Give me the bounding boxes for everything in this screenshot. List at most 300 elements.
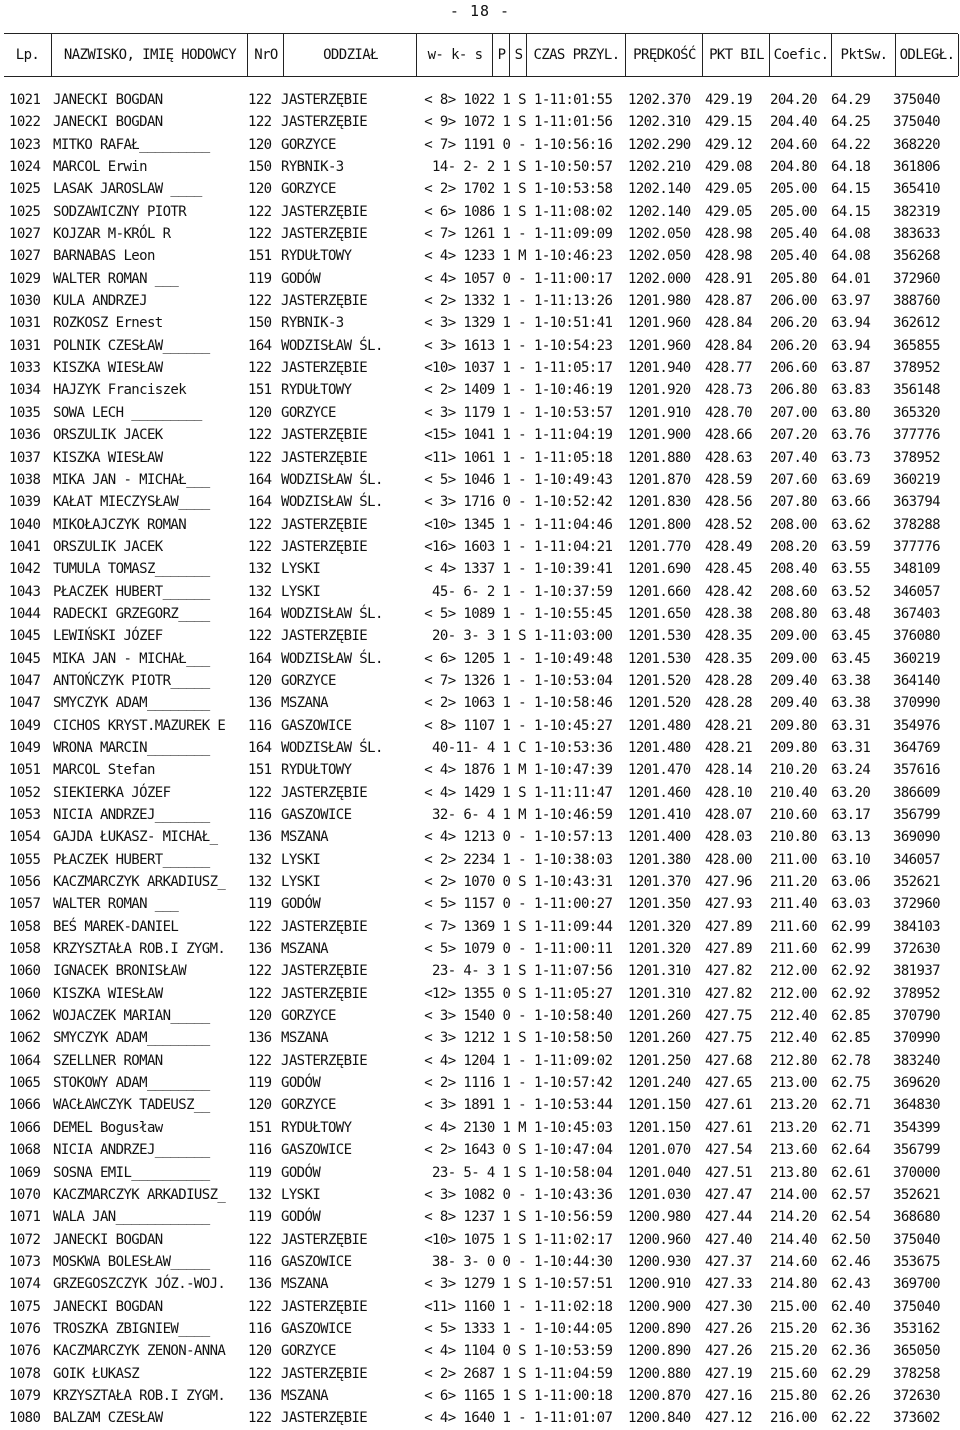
cell-pkt-bil: 428.21 — [705, 717, 752, 734]
cell-czas: 1-11:09:09 — [534, 226, 613, 243]
cell-odleg: 381937 — [893, 963, 940, 980]
cell-pktsw: 64.15 — [831, 203, 871, 220]
cell-nro: 116 — [248, 1253, 272, 1270]
cell-odleg: 378952 — [893, 360, 940, 377]
cell-oddzial: JASTERZĘBIE — [281, 784, 368, 801]
cell-lp: 1027 — [9, 248, 41, 265]
cell-oddzial: LYSKI — [281, 874, 321, 891]
cell-nro: 136 — [248, 829, 272, 846]
cell-lp: 1069 — [9, 1164, 41, 1181]
cell-oddzial: JASTERZĘBIE — [281, 1052, 368, 1069]
cell-name: MOSKWA BOLESŁAW_____ — [53, 1253, 210, 1270]
cell-odleg: 372960 — [893, 896, 940, 913]
cell-pktsw: 62.71 — [831, 1119, 871, 1136]
cell-pkt-bil: 429.12 — [705, 136, 752, 153]
cell-odleg: 352621 — [893, 874, 940, 891]
cell-odleg: 353675 — [893, 1253, 940, 1270]
cell-czas: 1-10:54:23 — [534, 337, 613, 354]
cell-name: BEŚ MAREK-DANIEL — [53, 918, 179, 935]
cell-czas: 1-11:04:21 — [534, 538, 613, 555]
cell-lp: 1043 — [9, 583, 41, 600]
cell-oddzial: JASTERZĘBIE — [281, 1365, 368, 1382]
cell-pkt-bil: 429.05 — [705, 203, 752, 220]
table-row — [0, 893, 960, 915]
cell-predkosc: 1202.310 — [628, 114, 691, 131]
table-row — [0, 1139, 960, 1161]
cell-pkt-bil: 427.75 — [705, 1030, 752, 1047]
cell-odleg: 369620 — [893, 1075, 940, 1092]
cell-pktsw: 62.71 — [831, 1097, 871, 1114]
cell-pktsw: 63.38 — [831, 695, 871, 712]
cell-name: ANTOŃCZYK PIOTR_____ — [53, 672, 210, 689]
cell-lp: 1045 — [9, 650, 41, 667]
cell-lp: 1036 — [9, 427, 41, 444]
cell-predkosc: 1201.770 — [628, 538, 691, 555]
table-row — [0, 916, 960, 938]
table-row — [0, 424, 960, 446]
table-row — [0, 558, 960, 580]
cell-nro: 122 — [248, 963, 272, 980]
cell-predkosc: 1202.140 — [628, 203, 691, 220]
cell-pktsw: 64.01 — [831, 270, 871, 287]
cell-pkt-bil: 428.49 — [705, 538, 752, 555]
cell-lp: 1025 — [9, 203, 41, 220]
cell-coefic: 209.40 — [770, 695, 817, 712]
table-row — [0, 960, 960, 982]
cell-oddzial: MSZANA — [281, 1276, 328, 1293]
cell-lp: 1022 — [9, 114, 41, 131]
cell-predkosc: 1202.290 — [628, 136, 691, 153]
cell-coefic: 214.80 — [770, 1276, 817, 1293]
cell-wks: 45- 6- 2 1 - — [432, 583, 526, 600]
table-row — [0, 514, 960, 536]
cell-lp: 1064 — [9, 1052, 41, 1069]
cell-odleg: 362612 — [893, 315, 940, 332]
cell-pkt-bil: 427.61 — [705, 1119, 752, 1136]
table-row — [0, 89, 960, 111]
cell-pkt-bil: 428.10 — [705, 784, 752, 801]
table-row — [0, 581, 960, 603]
cell-oddzial: GORZYCE — [281, 672, 336, 689]
cell-coefic: 204.40 — [770, 114, 817, 131]
cell-czas: 1-11:05:17 — [534, 360, 613, 377]
table-row — [0, 134, 960, 156]
cell-nro: 132 — [248, 874, 272, 891]
cell-name: SMYCZYK ADAM________ — [53, 695, 210, 712]
cell-pktsw: 63.83 — [831, 382, 871, 399]
cell-predkosc: 1201.940 — [628, 360, 691, 377]
cell-pkt-bil: 428.35 — [705, 650, 752, 667]
cell-predkosc: 1201.350 — [628, 896, 691, 913]
cell-name: KOJZAR M-KRÓL R — [53, 226, 171, 243]
table-row — [0, 1273, 960, 1295]
cell-odleg: 386609 — [893, 784, 940, 801]
cell-nro: 122 — [248, 427, 272, 444]
cell-czas: 1-10:38:03 — [534, 851, 613, 868]
cell-oddzial: JASTERZĘBIE — [281, 1410, 368, 1427]
cell-wks: < 8> 1107 1 - — [424, 717, 526, 734]
cell-oddzial: WODZISŁAW ŚL. — [281, 739, 383, 756]
cell-oddzial: GORZYCE — [281, 404, 336, 421]
table-row — [0, 290, 960, 312]
cell-wks: < 4> 1213 0 - — [424, 829, 526, 846]
cell-lp: 1076 — [9, 1320, 41, 1337]
cell-pkt-bil: 428.87 — [705, 293, 752, 310]
cell-odleg: 383633 — [893, 226, 940, 243]
cell-pkt-bil: 427.26 — [705, 1320, 752, 1337]
cell-czas: 1-10:56:59 — [534, 1209, 613, 1226]
cell-nro: 164 — [248, 650, 272, 667]
table-row — [0, 871, 960, 893]
cell-odleg: 364830 — [893, 1097, 940, 1114]
cell-czas: 1-10:39:41 — [534, 561, 613, 578]
table-row — [0, 111, 960, 133]
cell-lp: 1060 — [9, 985, 41, 1002]
cell-czas: 1-10:49:43 — [534, 471, 613, 488]
table-row — [0, 1072, 960, 1094]
cell-oddzial: GORZYCE — [281, 1008, 336, 1025]
cell-oddzial: MSZANA — [281, 1030, 328, 1047]
cell-pkt-bil: 428.07 — [705, 807, 752, 823]
cell-oddzial: JASTERZĘBIE — [281, 114, 368, 131]
cell-predkosc: 1201.260 — [628, 1030, 691, 1047]
cell-czas: 1-11:00:11 — [534, 941, 613, 958]
cell-coefic: 207.00 — [770, 404, 817, 421]
cell-czas: 1-11:02:18 — [534, 1298, 613, 1315]
cell-lp: 1037 — [9, 449, 41, 466]
cell-wks: < 3> 1716 0 - — [424, 494, 526, 511]
cell-name: SODZAWICZNY PIOTR — [53, 203, 187, 220]
cell-nro: 119 — [248, 270, 272, 287]
cell-predkosc: 1200.960 — [628, 1231, 691, 1248]
table-row — [0, 1363, 960, 1385]
cell-lp: 1058 — [9, 918, 41, 935]
cell-name: KISZKA WIESŁAW — [53, 360, 163, 377]
cell-oddzial: JASTERZĘBIE — [281, 1231, 368, 1248]
cell-wks: < 8> 1237 1 S — [424, 1209, 526, 1226]
table-row — [0, 1296, 960, 1318]
cell-lp: 1056 — [9, 874, 41, 891]
cell-lp: 1035 — [9, 404, 41, 421]
cell-lp: 1031 — [9, 315, 41, 332]
cell-predkosc: 1201.310 — [628, 963, 691, 980]
cell-nro: 122 — [248, 293, 272, 310]
cell-pkt-bil: 428.45 — [705, 561, 752, 578]
cell-predkosc: 1201.470 — [628, 762, 691, 779]
cell-coefic: 205.40 — [770, 248, 817, 265]
cell-name: TROSZKA ZBIGNIEW____ — [53, 1320, 210, 1337]
cell-oddzial: RYBNIK-3 — [281, 315, 344, 332]
cell-oddzial: GASZOWICE — [281, 717, 352, 734]
cell-name: SOSNA EMIL__________ — [53, 1164, 210, 1181]
cell-nro: 151 — [248, 1119, 272, 1136]
cell-odleg: 364140 — [893, 672, 940, 689]
cell-nro: 122 — [248, 449, 272, 466]
cell-czas: 1-10:46:23 — [534, 248, 613, 265]
table-row — [0, 1251, 960, 1273]
cell-lp: 1068 — [9, 1142, 41, 1159]
table-row — [0, 1050, 960, 1072]
cell-lp: 1066 — [9, 1119, 41, 1136]
cell-wks: < 5> 1157 0 - — [424, 896, 526, 913]
cell-nro: 164 — [248, 471, 272, 488]
cell-lp: 1060 — [9, 963, 41, 980]
cell-lp: 1072 — [9, 1231, 41, 1248]
cell-wks: < 6> 1086 1 S — [424, 203, 526, 220]
cell-wks: < 4> 1204 1 - — [424, 1052, 526, 1069]
cell-pkt-bil: 428.14 — [705, 762, 752, 779]
cell-oddzial: GORZYCE — [281, 1343, 336, 1360]
cell-odleg: 372630 — [893, 1387, 940, 1404]
cell-pktsw: 64.25 — [831, 114, 871, 131]
table-row — [0, 804, 960, 826]
cell-pkt-bil: 428.84 — [705, 315, 752, 332]
cell-name: GAJDA ŁUKASZ- MICHAŁ_ — [53, 829, 218, 846]
cell-nro: 150 — [248, 159, 272, 176]
cell-pkt-bil: 429.08 — [705, 159, 752, 176]
cell-wks: <10> 1037 1 - — [424, 360, 526, 377]
cell-name: MITKO RAFAŁ_________ — [53, 136, 210, 153]
cell-pkt-bil: 428.21 — [705, 739, 752, 756]
cell-czas: 1-11:01:55 — [534, 92, 613, 108]
cell-coefic: 206.20 — [770, 337, 817, 354]
cell-pktsw: 63.69 — [831, 471, 871, 488]
cell-oddzial: GASZOWICE — [281, 807, 352, 823]
cell-pktsw: 62.85 — [831, 1030, 871, 1047]
cell-pktsw: 63.13 — [831, 829, 871, 846]
cell-nro: 116 — [248, 717, 272, 734]
cell-nro: 122 — [248, 360, 272, 377]
header-name: NAZWISKO, IMIĘ HODOWCY — [51, 34, 248, 76]
header-coefic: Coefic. — [769, 34, 832, 76]
cell-name: SOWA LECH _________ — [53, 404, 202, 421]
cell-czas: 1-11:04:19 — [534, 427, 613, 444]
cell-oddzial: GORZYCE — [281, 136, 336, 153]
cell-wks: 23- 5- 4 1 S — [432, 1164, 526, 1181]
cell-pkt-bil: 427.44 — [705, 1209, 752, 1226]
cell-lp: 1023 — [9, 136, 41, 153]
cell-lp: 1033 — [9, 360, 41, 377]
cell-predkosc: 1202.050 — [628, 226, 691, 243]
cell-coefic: 204.80 — [770, 159, 817, 176]
cell-lp: 1041 — [9, 538, 41, 555]
cell-oddzial: JASTERZĘBIE — [281, 293, 368, 310]
cell-coefic: 211.00 — [770, 851, 817, 868]
cell-coefic: 212.80 — [770, 1052, 817, 1069]
cell-wks: < 2> 2234 1 - — [424, 851, 526, 868]
cell-czas: 1-10:43:31 — [534, 874, 613, 891]
cell-predkosc: 1201.520 — [628, 672, 691, 689]
cell-lp: 1044 — [9, 605, 41, 622]
cell-oddzial: GASZOWICE — [281, 1253, 352, 1270]
cell-lp: 1054 — [9, 829, 41, 846]
cell-name: JANECKI BOGDAN — [53, 92, 163, 108]
cell-lp: 1071 — [9, 1209, 41, 1226]
cell-wks: < 4> 1233 1 M — [424, 248, 526, 265]
cell-wks: < 3> 1179 1 - — [424, 404, 526, 421]
cell-oddzial: WODZISŁAW ŚL. — [281, 605, 383, 622]
cell-wks: 32- 6- 4 1 M — [432, 807, 526, 823]
cell-coefic: 215.60 — [770, 1365, 817, 1382]
table-row — [0, 1385, 960, 1407]
cell-predkosc: 1201.370 — [628, 874, 691, 891]
cell-pktsw: 63.17 — [831, 807, 871, 823]
cell-name: WOJACZEK MARIAN_____ — [53, 1008, 210, 1025]
cell-lp: 1021 — [9, 92, 41, 108]
cell-pkt-bil: 428.98 — [705, 248, 752, 265]
cell-predkosc: 1201.030 — [628, 1186, 691, 1203]
cell-coefic: 211.20 — [770, 874, 817, 891]
cell-czas: 1-11:13:26 — [534, 293, 613, 310]
cell-wks: < 2> 1070 0 S — [424, 874, 526, 891]
cell-coefic: 205.40 — [770, 226, 817, 243]
cell-wks: 40-11- 4 1 C — [432, 739, 526, 756]
cell-odleg: 356799 — [893, 1142, 940, 1159]
cell-wks: <10> 1345 1 - — [424, 516, 526, 533]
cell-czas: 1-10:53:36 — [534, 739, 613, 756]
cell-odleg: 352621 — [893, 1186, 940, 1203]
cell-name: DEMEL Bogusław — [53, 1119, 163, 1136]
cell-pkt-bil: 429.05 — [705, 181, 752, 198]
cell-pktsw: 62.57 — [831, 1186, 871, 1203]
table-row — [0, 312, 960, 334]
cell-wks: < 2> 1643 0 S — [424, 1142, 526, 1159]
cell-odleg: 375040 — [893, 1231, 940, 1248]
cell-name: GOIK ŁUKASZ — [53, 1365, 140, 1382]
table-row — [0, 1407, 960, 1429]
cell-odleg: 354399 — [893, 1119, 940, 1136]
cell-predkosc: 1200.870 — [628, 1387, 691, 1404]
cell-nro: 116 — [248, 807, 272, 823]
cell-oddzial: RYDUŁTOWY — [281, 762, 352, 779]
cell-odleg: 369700 — [893, 1276, 940, 1293]
table-row — [0, 737, 960, 759]
cell-name: KRZYSZTAŁA ROB.I ZYGM. — [53, 1387, 226, 1404]
cell-lp: 1034 — [9, 382, 41, 399]
cell-coefic: 213.80 — [770, 1164, 817, 1181]
cell-pktsw: 64.22 — [831, 136, 871, 153]
cell-odleg: 346057 — [893, 851, 940, 868]
cell-nro: 122 — [248, 985, 272, 1002]
cell-czas: 1-11:05:27 — [534, 985, 613, 1002]
cell-pkt-bil: 427.33 — [705, 1276, 752, 1293]
cell-name: CICHOS KRYST.MAZUREK E — [53, 717, 226, 734]
cell-oddzial: WODZISŁAW ŚL. — [281, 650, 383, 667]
cell-oddzial: JASTERZĘBIE — [281, 360, 368, 377]
cell-name: STOKOWY ADAM________ — [53, 1075, 210, 1092]
cell-coefic: 213.20 — [770, 1097, 817, 1114]
cell-wks: < 2> 1409 1 - — [424, 382, 526, 399]
cell-pktsw: 64.08 — [831, 226, 871, 243]
cell-odleg: 370790 — [893, 1008, 940, 1025]
cell-pkt-bil: 427.82 — [705, 963, 752, 980]
cell-pkt-bil: 427.54 — [705, 1142, 752, 1159]
cell-pktsw: 63.76 — [831, 427, 871, 444]
cell-odleg: 384103 — [893, 918, 940, 935]
cell-lp: 1029 — [9, 270, 41, 287]
cell-pkt-bil: 428.66 — [705, 427, 752, 444]
cell-czas: 1-11:02:17 — [534, 1231, 613, 1248]
cell-name: PŁACZEK HUBERT______ — [53, 583, 210, 600]
cell-odleg: 363794 — [893, 494, 940, 511]
cell-name: MARCOL Stefan — [53, 762, 155, 779]
cell-wks: < 4> 1876 1 M — [424, 762, 526, 779]
cell-name: WACŁAWCZYK TADEUSZ__ — [53, 1097, 210, 1114]
cell-czas: 1-10:56:16 — [534, 136, 613, 153]
cell-name: KACZMARCZYK ARKADIUSZ_ — [53, 874, 226, 891]
cell-pktsw: 62.46 — [831, 1253, 871, 1270]
cell-czas: 1-10:57:51 — [534, 1276, 613, 1293]
cell-pkt-bil: 428.03 — [705, 829, 752, 846]
cell-name: ORSZULIK JACEK — [53, 427, 163, 444]
cell-name: KISZKA WIESŁAW — [53, 449, 163, 466]
cell-name: KRZYSZTAŁA ROB.I ZYGM. — [53, 941, 226, 958]
header-lp: Lp. — [15, 47, 40, 63]
cell-oddzial: GORZYCE — [281, 1097, 336, 1114]
cell-predkosc: 1200.930 — [628, 1253, 691, 1270]
cell-odleg: 382319 — [893, 203, 940, 220]
cell-predkosc: 1201.690 — [628, 561, 691, 578]
cell-pktsw: 63.97 — [831, 293, 871, 310]
cell-czas: 1-10:45:27 — [534, 717, 613, 734]
table-row — [0, 357, 960, 379]
cell-lp: 1031 — [9, 337, 41, 354]
cell-pkt-bil: 427.68 — [705, 1052, 752, 1069]
table-row — [0, 536, 960, 558]
cell-oddzial: JASTERZĘBIE — [281, 226, 368, 243]
cell-coefic: 215.20 — [770, 1320, 817, 1337]
cell-predkosc: 1201.960 — [628, 315, 691, 332]
cell-coefic: 209.80 — [770, 739, 817, 756]
table-row — [0, 1318, 960, 1340]
cell-oddzial: JASTERZĘBIE — [281, 963, 368, 980]
cell-odleg: 346057 — [893, 583, 940, 600]
cell-coefic: 210.40 — [770, 784, 817, 801]
cell-name: RADECKI GRZEGORZ____ — [53, 605, 210, 622]
cell-wks: <11> 1061 1 - — [424, 449, 526, 466]
cell-wks: 20- 3- 3 1 S — [432, 628, 526, 645]
cell-predkosc: 1201.520 — [628, 695, 691, 712]
cell-predkosc: 1201.150 — [628, 1097, 691, 1114]
cell-lp: 1045 — [9, 628, 41, 645]
header-nro: NrO — [247, 34, 284, 76]
cell-pktsw: 63.66 — [831, 494, 871, 511]
cell-nro: 120 — [248, 404, 272, 421]
cell-predkosc: 1201.870 — [628, 471, 691, 488]
cell-czas: 1-10:51:41 — [534, 315, 613, 332]
table-row — [0, 849, 960, 871]
cell-czas: 1-11:07:56 — [534, 963, 613, 980]
cell-coefic: 212.40 — [770, 1008, 817, 1025]
cell-name: WALTER ROMAN ___ — [53, 896, 179, 913]
cell-coefic: 210.20 — [770, 762, 817, 779]
cell-czas: 1-11:04:59 — [534, 1365, 613, 1382]
cell-coefic: 205.00 — [770, 181, 817, 198]
cell-czas: 1-10:53:58 — [534, 181, 613, 198]
cell-lp: 1051 — [9, 762, 41, 779]
cell-pktsw: 62.29 — [831, 1365, 871, 1382]
cell-nro: 120 — [248, 1097, 272, 1114]
cell-nro: 122 — [248, 226, 272, 243]
table-row — [0, 782, 960, 804]
cell-nro: 122 — [248, 92, 272, 108]
cell-wks: < 2> 1063 1 - — [424, 695, 526, 712]
cell-pktsw: 63.24 — [831, 762, 871, 779]
cell-oddzial: GODÓW — [281, 1164, 321, 1181]
cell-predkosc: 1201.400 — [628, 829, 691, 846]
cell-nro: 136 — [248, 1387, 272, 1404]
cell-predkosc: 1201.960 — [628, 337, 691, 354]
